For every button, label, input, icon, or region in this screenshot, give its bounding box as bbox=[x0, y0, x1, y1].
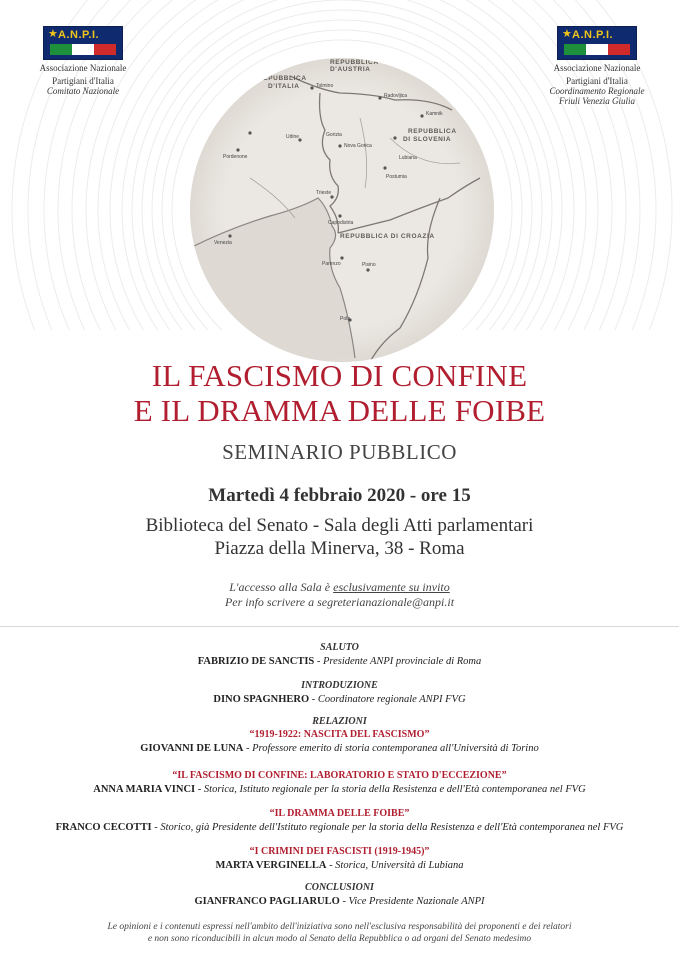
venue-name: Biblioteca del Senato - Sala degli Atti parlamentari bbox=[145, 515, 534, 536]
city-pisino: Pisino bbox=[362, 262, 376, 268]
talk-title-1: “1919-1922: NASCITA DEL FASCISMO” bbox=[249, 729, 430, 740]
speaker-name: FABRIZIO DE SANCTIS bbox=[197, 656, 315, 667]
contact-info: Per info scrivere a segreterianazionale@anpi.it bbox=[224, 595, 455, 609]
city-venezia: Venezia bbox=[214, 240, 232, 246]
org-name: Associazione Nazionale bbox=[39, 63, 127, 73]
city-pordenone: Pordenone bbox=[223, 154, 248, 160]
speaker-name: GIANFRANCO PAGLIARULO bbox=[194, 896, 340, 907]
org-committee: Coordinamento Regionale bbox=[549, 86, 645, 96]
invitation-only: esclusivamente su invito bbox=[333, 580, 450, 594]
subtitle: SEMINARIO PUBBLICO bbox=[222, 440, 457, 464]
star-icon: ★ bbox=[48, 28, 58, 40]
city-lubiana: Lubiana bbox=[399, 155, 417, 161]
section-relazioni: RELAZIONI bbox=[312, 716, 367, 727]
anpi-badge bbox=[43, 26, 123, 60]
speaker-talk-4 bbox=[0, 860, 679, 872]
label-italia-2: D'ITALIA bbox=[268, 83, 300, 90]
anpi-logo-right bbox=[542, 26, 652, 106]
italian-flag-icon bbox=[50, 44, 116, 55]
anpi-badge bbox=[557, 26, 637, 60]
city-postumia: Postumia bbox=[386, 174, 407, 180]
org-committee: Comitato Nazionale bbox=[46, 86, 120, 96]
org-name-2: Partigiani d'Italia bbox=[52, 76, 114, 86]
city-nova-gorica: Nova Gorica bbox=[344, 143, 372, 149]
speaker-role: - Storica, Istituto regionale per la storia della Resistenza e dell'Età contemporanea nel FVG bbox=[195, 784, 586, 795]
access-note bbox=[0, 580, 679, 595]
disclaimer-line-2: e non sono riconducibili in alcun modo al Senato della Repubblica o ad organi del Senato medesimo bbox=[147, 934, 532, 944]
org-region: Friuli Venezia Giulia bbox=[559, 96, 635, 106]
speaker-talk-1 bbox=[0, 743, 679, 755]
border-map bbox=[190, 58, 494, 362]
city-kamnik: Kamnik bbox=[426, 111, 443, 117]
city-udine: Udine bbox=[286, 134, 300, 140]
disclaimer-line-1: Le opinioni e i contenuti espressi nell'ambito dell'iniziativa sono nell'esclusiva responsabilità dei proponenti e dei relatori bbox=[107, 922, 572, 932]
badge-text: A.N.P.I. bbox=[58, 29, 100, 41]
label-austria-2: D'AUSTRIA bbox=[330, 66, 371, 73]
event-date: Martedì 4 febbraio 2020 - ore 15 bbox=[208, 485, 471, 506]
speaker-role: - Storico, già Presidente dell'Istituto regionale per la storia della Resistenza e dell'Età contemporanea nel FVG bbox=[151, 822, 624, 833]
speaker-talk-3 bbox=[0, 822, 679, 834]
title-line-1: IL FASCISMO DI CONFINE bbox=[151, 358, 528, 393]
city-trieste: Trieste bbox=[316, 190, 332, 196]
speaker-saluto bbox=[0, 656, 679, 668]
speaker-introduzione bbox=[0, 694, 679, 706]
speaker-name: GIOVANNI DE LUNA bbox=[140, 743, 244, 754]
speaker-name: MARTA VERGINELLA bbox=[215, 860, 327, 871]
speaker-role: - Coordinatore regionale ANPI FVG bbox=[309, 694, 466, 705]
label-austria: REPUBBLICA bbox=[330, 59, 379, 66]
section-conclusioni: CONCLUSIONI bbox=[305, 882, 374, 893]
label-croazia: REPUBBLICA DI CROAZIA bbox=[340, 233, 435, 240]
access-prefix: L'accesso alla Sala è bbox=[229, 580, 334, 594]
city-parenzo: Parenzo bbox=[322, 261, 341, 267]
section-introduzione: INTRODUZIONE bbox=[301, 680, 378, 691]
org-name-2: Partigiani d'Italia bbox=[566, 76, 628, 86]
talk-title-4: “I CRIMINI DEI FASCISTI (1919-1945)” bbox=[249, 846, 430, 857]
speaker-role: - Presidente ANPI provinciale di Roma bbox=[314, 656, 482, 667]
talk-title-3: “IL DRAMMA DELLE FOIBE” bbox=[269, 808, 410, 819]
speaker-talk-2 bbox=[0, 784, 679, 796]
city-pola: Pola bbox=[340, 316, 351, 322]
label-italia: REPUBBLICA bbox=[258, 75, 307, 82]
label-slovenia-2: DI SLOVENIA bbox=[403, 136, 452, 143]
badge-text: A.N.P.I. bbox=[572, 29, 614, 41]
anpi-logo-left bbox=[28, 26, 138, 96]
org-name: Associazione Nazionale bbox=[553, 63, 641, 73]
city-tolmino: Tolmino bbox=[316, 83, 334, 89]
speaker-role: - Vice Presidente Nazionale ANPI bbox=[339, 896, 485, 907]
section-saluto: SALUTO bbox=[320, 642, 359, 653]
speaker-name: ANNA MARIA VINCI bbox=[93, 784, 196, 795]
city-gorizia: Gorizia bbox=[326, 132, 342, 138]
speaker-name: DINO SPAGNHERO bbox=[213, 694, 310, 705]
title-line-2: E IL DRAMMA DELLE FOIBE bbox=[133, 393, 546, 428]
city-capodistria: Capodistria bbox=[328, 220, 354, 226]
speaker-role: - Storica, Università di Lubiana bbox=[326, 860, 464, 871]
italian-flag-icon bbox=[564, 44, 630, 55]
speaker-role: - Professore emerito di storia contemporanea all'Università di Torino bbox=[243, 743, 539, 754]
talk-title-2: “IL FASCISMO DI CONFINE: LABORATORIO E STATO D'ECCEZIONE” bbox=[172, 770, 507, 781]
venue-address: Piazza della Minerva, 38 - Roma bbox=[214, 538, 465, 559]
speaker-name: FRANCO CECOTTI bbox=[55, 822, 152, 833]
label-slovenia: REPUBBLICA bbox=[408, 128, 457, 135]
star-icon: ★ bbox=[562, 28, 572, 40]
city-radovljica: Radovljica bbox=[384, 93, 408, 99]
speaker-conclusioni bbox=[0, 896, 679, 908]
divider bbox=[0, 626, 679, 627]
